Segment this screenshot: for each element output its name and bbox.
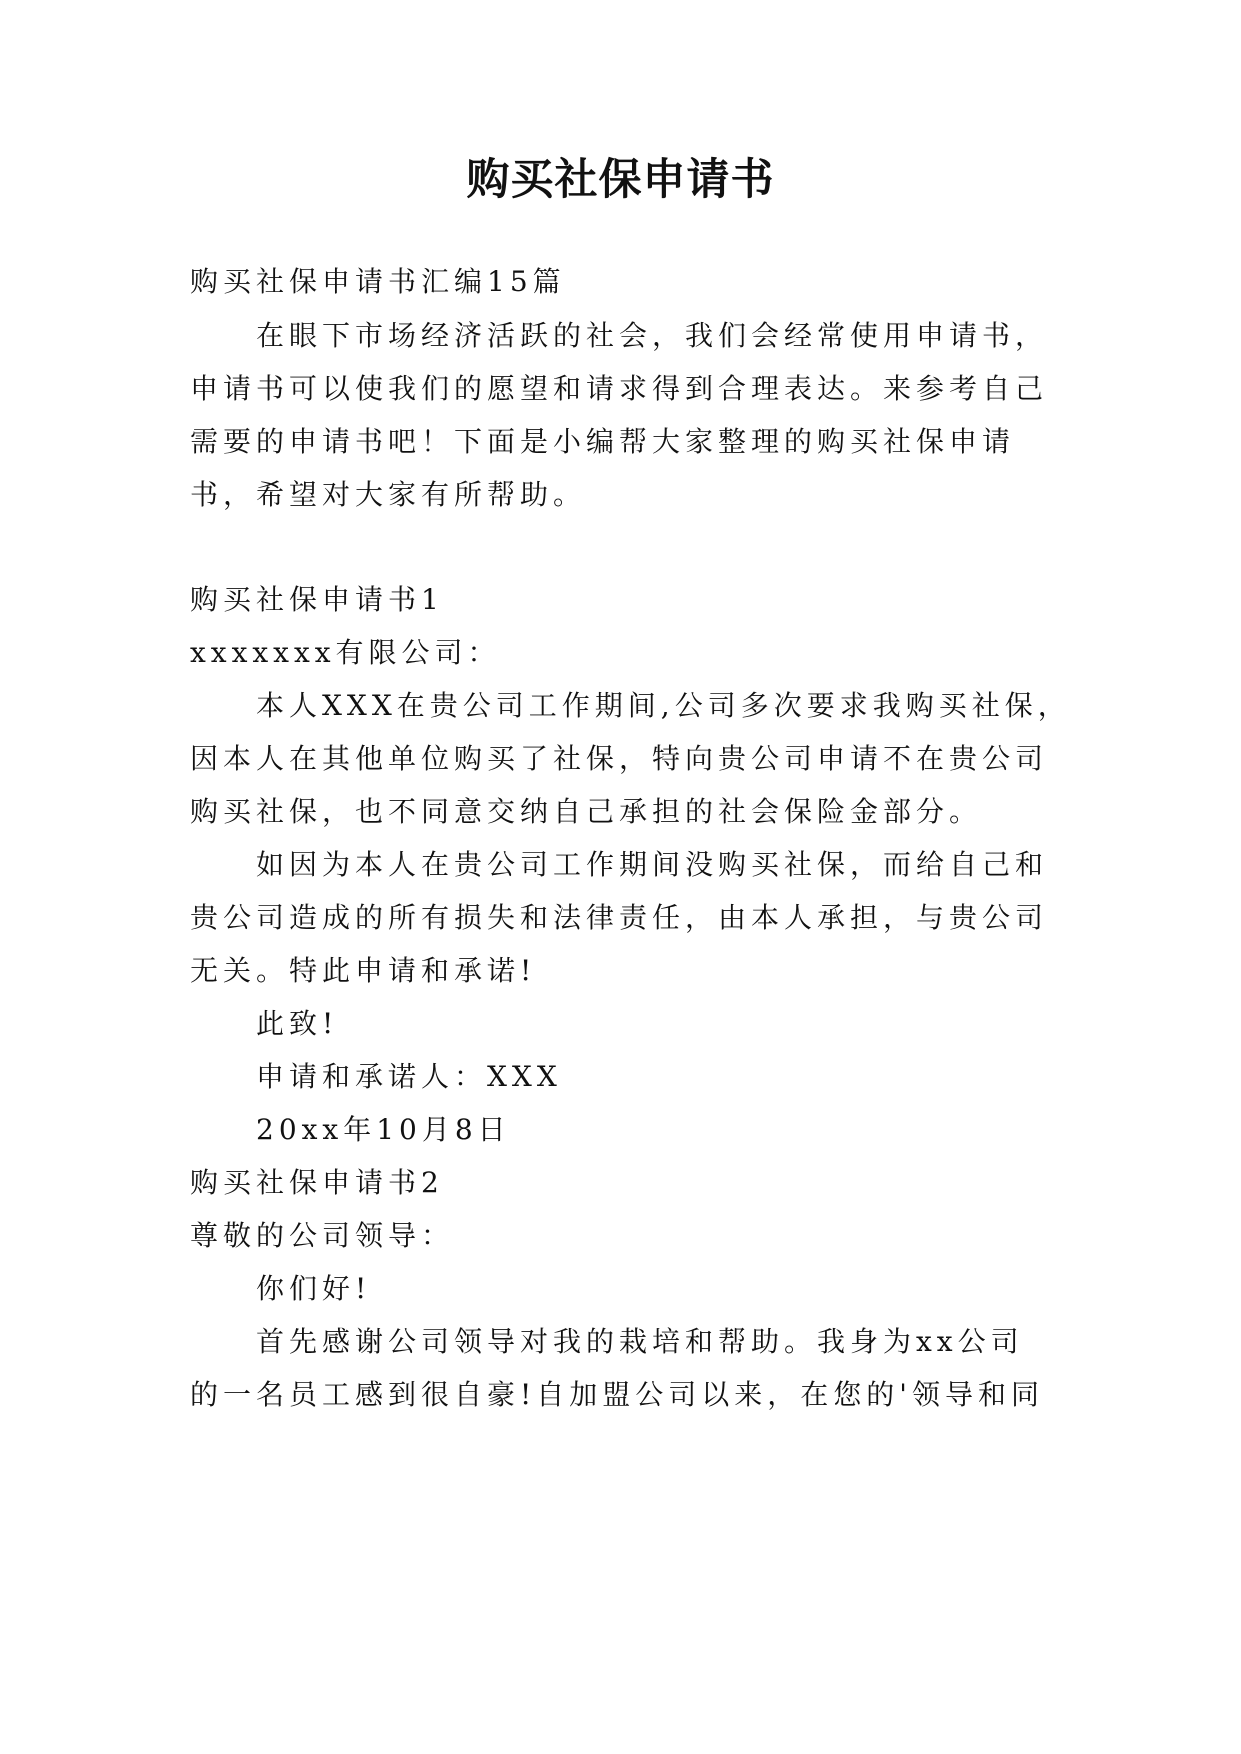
body-line: 如因为本人在贵公司工作期间没购买社保，而给自己和 (256, 848, 1049, 881)
intro-line: 需要的申请书吧！下面是小编帮大家整理的购买社保申请 (190, 425, 1016, 458)
document-title: 购买社保申请书 (466, 155, 775, 205)
intro-line: 在眼下市场经济活跃的社会，我们会经常使用申请书， (256, 319, 1049, 352)
date-line: 20xx年10月8日 (256, 1113, 511, 1146)
body-line: 的一名员工感到很自豪!自加盟公司以来，在您的'领导和同 (190, 1378, 1044, 1411)
body-line: 本人XXX在贵公司工作期间,公司多次要求我购买社保， (256, 689, 1071, 722)
intro-line: 书，希望对大家有所帮助。 (190, 478, 587, 511)
body-line: 无关。特此申请和承诺! (190, 954, 537, 987)
greeting-line: 你们好! (256, 1272, 372, 1305)
intro-line: 申请书可以使我们的愿望和请求得到合理表达。来参考自己 (190, 372, 1049, 405)
section-heading-1: 购买社保申请书1 (190, 583, 444, 616)
collection-heading: 购买社保申请书汇编15篇 (190, 265, 566, 298)
body-line: 贵公司造成的所有损失和法律责任，由本人承担，与贵公司 (190, 901, 1049, 934)
body-line: 因本人在其他单位购买了社保，特向贵公司申请不在贵公司 (190, 742, 1049, 775)
salutation: xxxxxxx有限公司： (190, 636, 501, 669)
salutation: 尊敬的公司领导： (190, 1219, 455, 1252)
section-heading-2: 购买社保申请书2 (190, 1166, 444, 1199)
closing-line: 此致! (256, 1007, 339, 1040)
signature-line: 申请和承诺人：XXX (256, 1060, 562, 1093)
body-line: 购买社保，也不同意交纳自己承担的社会保险金部分。 (190, 795, 983, 828)
body-line: 首先感谢公司领导对我的栽培和帮助。我身为xx公司 (256, 1325, 1024, 1358)
